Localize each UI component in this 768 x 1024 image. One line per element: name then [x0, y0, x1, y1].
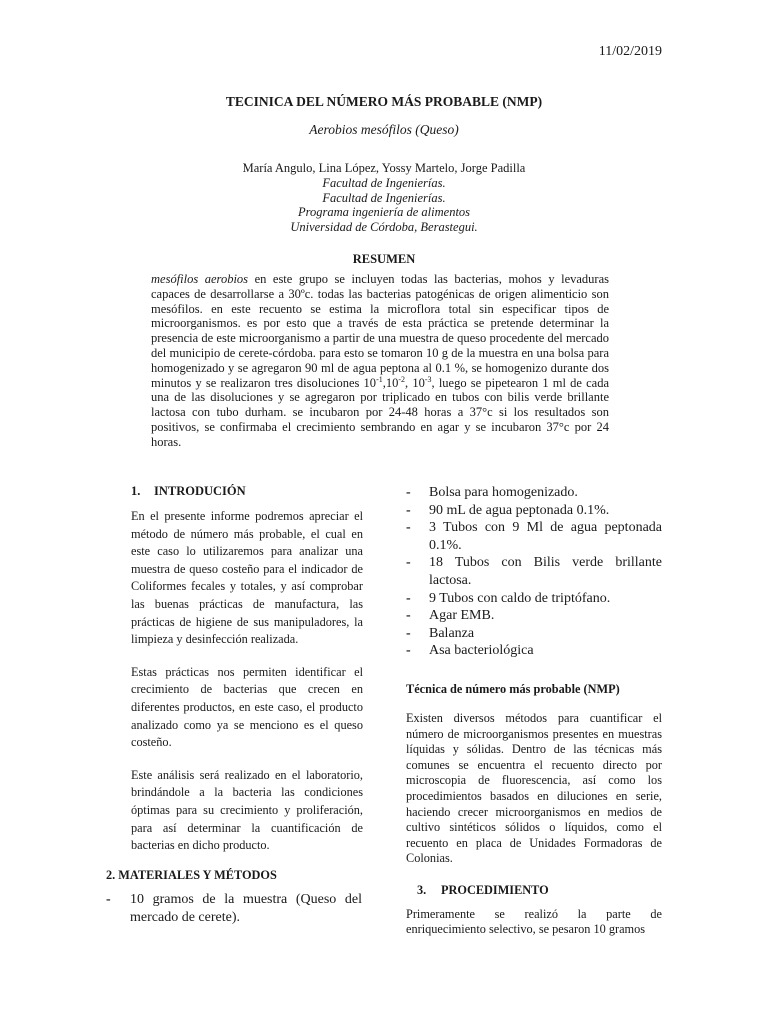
list-item: - Asa bacteriológica — [406, 643, 534, 659]
dash-bullet: - — [406, 520, 411, 536]
list-item: - 9 Tubos con caldo de triptófano. — [406, 590, 611, 606]
dash-bullet: - — [106, 892, 111, 907]
document-date: 11/02/2019 — [598, 44, 662, 59]
dash-bullet: - — [406, 485, 411, 500]
dash-bullet: - — [406, 502, 411, 518]
author-names: María Angulo, Lina López, Yossy Martelo, Jorge Padilla — [242, 161, 526, 175]
materials-heading: 2. MATERIALES Y MÉTODOS — [106, 868, 277, 882]
authors-block — [0, 161, 768, 235]
affiliation-line: Universidad de Córdoba, Berastegui. — [290, 220, 478, 235]
intro-paragraph: Estas prácticas nos permiten identificar el crecimiento de bacterias que crecen en diferentes productos, en este caso, el producto analizado como ya se menciono es el queso costeño. — [131, 664, 363, 750]
abstract-text: , 10 — [405, 375, 425, 390]
section-number: 1. — [131, 484, 141, 498]
document-title: TECINICA DEL NÚMERO MÁS PROBABLE (NMP) — [225, 94, 543, 109]
abstract-text: en este grupo se incluyen todas las bacterias, mohos y levaduras capaces de desarrollarse a 30ºc. todas las bacterias patogénicas de origen alimenticio son mesófilos. en este recuento se estima la microflora total sin especificar tipos de microorganismos. es por esto que a través de esta práctica se pretende determinar la presencia de este microorganismo a partir de una muestra de queso procedente del mercado del municipio de cerete-córdoba. para esto se tomaron 10 g de la muestra en una bolsa para homogenizado y se agregaron 90 ml de agua peptona al 0.1 %, se homogenizo durante dos minutos y se realizaron tres disoluciones 10 — [151, 272, 609, 390]
exponent: -2 — [398, 374, 406, 384]
list-item: - 90 mL de agua peptonada 0.1%. — [406, 502, 610, 518]
section-number: 3. — [417, 882, 427, 897]
affiliation-line: Programa ingeniería de alimentos — [297, 205, 471, 220]
nmp-paragraph: Existen diversos métodos para cuantificar el número de microorganismos presentes en muestras líquidas y sólidas. Dentro de las técnicas más comunes se encuentra el recuento directo por microscopia de fluorescencia, así como los procedimientos basados en diluciones en serie, haciendo crecer microorganismos en medios de cultivo sintéticos sólidos o líquidos, como el recuento en placa de Unidades Formadoras de Colonias. — [406, 710, 662, 866]
intro-heading — [131, 484, 363, 499]
affiliation-line: Facultad de Ingenierías. — [322, 175, 446, 190]
intro-paragraph: Este análisis será realizado en el laboratorio, brindándole a la bacteria las condiciones óptimas para su crecimiento y proliferación, para así determinar la cuantificación de bacterias en dicho producto. — [131, 767, 363, 853]
dash-bullet: - — [406, 555, 411, 571]
section-title: PROCEDIMIENTO — [441, 882, 549, 897]
procedure-heading — [406, 883, 662, 898]
list-item: - Bolsa para homogenizado. — [406, 485, 578, 500]
section-title: INTRODUCIÓN — [154, 484, 246, 498]
materials-list-start — [106, 891, 362, 926]
dash-bullet: - — [406, 590, 411, 606]
procedure-paragraph: Primeramente se realizó la parte de enriquecimiento selectivo, se pesaron 10 gramos — [406, 906, 662, 937]
exponent: -3 — [424, 374, 432, 384]
list-item: - 3 Tubos con 9 Ml de agua peptonada 0.1%. — [406, 520, 662, 553]
dash-bullet: - — [406, 608, 411, 624]
exponent: -1 — [376, 374, 383, 384]
abstract-text: ,10 — [382, 375, 399, 390]
left-column — [131, 484, 363, 870]
abstract-lead: mesófilos aerobios — [151, 272, 249, 286]
abstract-body — [151, 272, 609, 450]
list-item: - 18 Tubos con Bilis verde brillante lactosa. — [406, 555, 662, 588]
dash-bullet: - — [406, 625, 411, 641]
nmp-heading: Técnica de número más probable (NMP) — [406, 681, 620, 696]
materials-list — [406, 484, 662, 660]
list-item: - 10 gramos de la muestra (Queso del mercado de cerete). — [106, 892, 362, 925]
abstract-heading: RESUMEN — [352, 252, 416, 266]
right-column — [406, 484, 662, 938]
dash-bullet: - — [406, 643, 411, 659]
intro-paragraph: En el presente informe podremos apreciar el método de número más probable, el cual en este caso lo utilizaremos para analizar una muestra de queso costeño para el indicador de Coliformes fecales y totales, y así comprobar las buenas prácticas de manufactura, las prácticas de higiene de sus manipuladores, la limpieza y desinfección realizada. — [131, 509, 363, 647]
materials-section — [106, 868, 362, 926]
abstract-text: , luego se pipetearon 1 ml de cada una de las disoluciones y se agregaron por triplicado en tubos con bilis verde brillante lactosa con tubo durham. se incubaron por 24-48 horas a 37°c si los resultados son positivos, se confirmaba el crecimiento sembrando en agar y se incubaron 37°c por 24 horas. — [151, 375, 610, 449]
affiliation-line: Facultad de Ingenierías. — [322, 190, 446, 205]
list-item: - Agar EMB. — [406, 608, 495, 624]
list-item: - Balanza — [406, 625, 475, 641]
document-subtitle: Aerobios mesófilos (Queso) — [309, 122, 459, 137]
